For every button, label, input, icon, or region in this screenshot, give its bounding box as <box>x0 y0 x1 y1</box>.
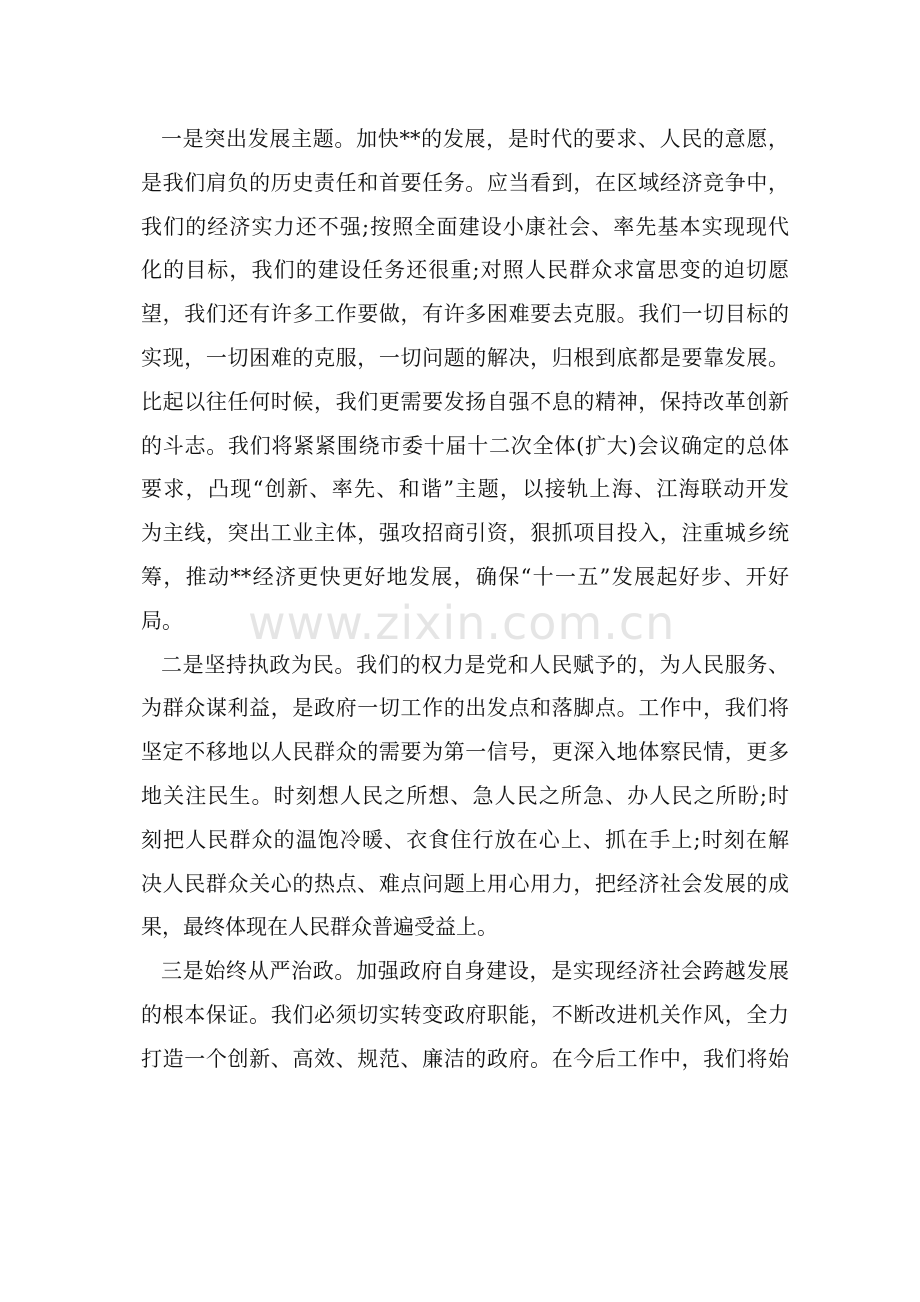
text-line: 我们的经济实力还不强;按照全面建设小康社会、率先基本实现现代 <box>141 214 789 239</box>
text-line: 坚定不移地以人民群众的需要为第一信号，更深入地体察民情，更多 <box>141 740 789 765</box>
document-body <box>141 118 789 1082</box>
watermark: www.zixin.com.cn <box>248 596 676 650</box>
text-line: 的斗志。我们将紧紧围绕市委十届十二次全体(扩大)会议确定的总体 <box>141 433 789 458</box>
paragraph-1 <box>141 118 789 644</box>
text-line: 为主线，突出工业主体，强攻招商引资，狠抓项目投入，注重城乡统 <box>141 521 789 546</box>
text-line: 打造一个创新、高效、规范、廉洁的政府。在今后工作中，我们将始 <box>141 1046 789 1071</box>
text-line: 决人民群众关心的热点、难点问题上用心用力，把经济社会发展的成 <box>141 871 789 896</box>
text-line: 实现，一切困难的克服，一切问题的解决，归根到底都是要靠发展。 <box>141 345 789 370</box>
text-line: 比起以往任何时候，我们更需要发扬自强不息的精神，保持改革创新 <box>141 389 789 414</box>
paragraph-3 <box>141 950 789 1081</box>
text-line: 的根本保证。我们必须切实转变政府职能，不断改进机关作风，全力 <box>141 1002 789 1027</box>
text-line: 是我们肩负的历史责任和首要任务。应当看到，在区域经济竞争中， <box>141 170 789 195</box>
text-line: 果，最终体现在人民群众普遍受益上。 <box>141 915 498 940</box>
text-line: 局。 <box>141 608 183 633</box>
text-line: 三是始终从严治政。加强政府自身建设，是实现经济社会跨越发展 <box>161 959 789 984</box>
text-line: 筹，推动**经济更快更好地发展，确保“十一五”发展起好步、开好 <box>141 564 789 589</box>
text-line: 望，我们还有许多工作要做，有许多困难要去克服。我们一切目标的 <box>141 302 789 327</box>
text-line: 刻把人民群众的温饱冷暖、衣食住行放在心上、抓在手上;时刻在解 <box>141 827 789 852</box>
text-line: 地关注民生。时刻想人民之所想、急人民之所急、办人民之所盼;时 <box>141 783 789 808</box>
text-line: 一是突出发展主题。加快**的发展，是时代的要求、人民的意愿， <box>161 127 789 151</box>
text-line: 为群众谋利益，是政府一切工作的出发点和落脚点。工作中，我们将 <box>141 696 789 721</box>
paragraph-2 <box>141 644 789 951</box>
text-line: 化的目标，我们的建设任务还很重;对照人民群众求富思变的迫切愿 <box>141 258 789 283</box>
text-line: 要求，凸现“创新、率先、和谐”主题，以接轨上海、江海联动开发 <box>141 477 789 502</box>
text-line: 二是坚持执政为民。我们的权力是党和人民赋予的，为人民服务、 <box>161 652 789 677</box>
